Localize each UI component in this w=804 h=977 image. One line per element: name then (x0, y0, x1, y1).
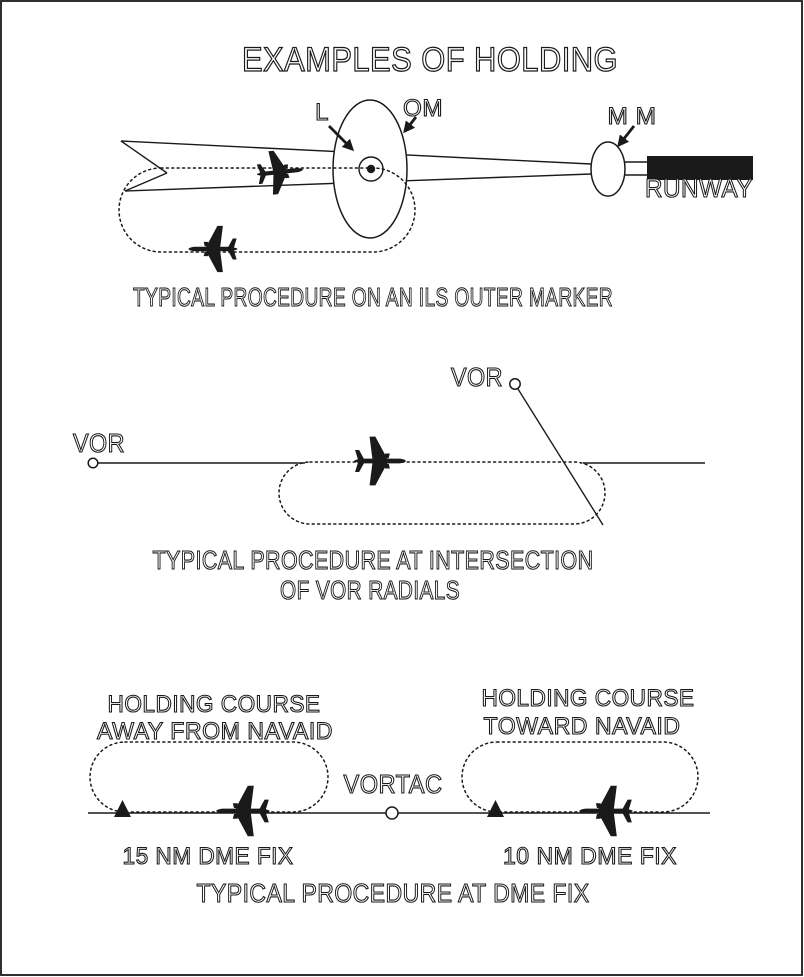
holding-toward-label-line1: HOLDING COURSE (481, 685, 695, 712)
airplane-icon (354, 437, 406, 486)
vortac-label: VORTAC (343, 769, 443, 799)
holding-away-label-line1: HOLDING COURSE (107, 691, 321, 718)
outer-marker-label: OM (403, 95, 443, 122)
middle-marker-label: M M (607, 103, 657, 130)
vortac-symbol (386, 807, 398, 819)
vor-intersection-diagram (73, 362, 705, 605)
dme-fix-left-label: 15 NM DME FIX (122, 843, 294, 870)
middle-marker-ellipse (591, 142, 625, 196)
ils-caption: TYPICAL PROCEDURE ON AN ILS OUTER MARKER (133, 282, 613, 312)
vor-caption-line1: TYPICAL PROCEDURE AT INTERSECTION (152, 545, 594, 575)
vor-caption-line2: OF VOR RADIALS (280, 575, 460, 605)
airplane-icon (188, 226, 238, 272)
airplane-icon (254, 148, 305, 196)
holding-racetrack-toward (462, 742, 698, 812)
dme-fix-triangle-left (114, 800, 131, 817)
dme-fix-diagram (88, 685, 710, 908)
ils-outer-marker-diagram (119, 95, 753, 312)
vor-symbol-left (88, 458, 98, 468)
dme-fix-right-label: 10 NM DME FIX (503, 843, 677, 870)
dme-fix-triangle-right (487, 800, 504, 817)
runway-label: RUNWAY (645, 173, 753, 203)
locator-beacon-dot (367, 165, 375, 173)
holding-away-label-line2: AWAY FROM NAVAID (97, 718, 333, 745)
holding-toward-label-line2: TOWARD NAVAID (483, 713, 681, 740)
locator-label: L (315, 99, 329, 126)
page-title: EXAMPLES OF HOLDING (242, 41, 618, 79)
airplane-icon (579, 786, 633, 836)
airplane-icon (216, 786, 270, 836)
dme-caption: TYPICAL PROCEDURE AT DME FIX (196, 878, 590, 908)
holding-racetrack-away (90, 742, 328, 812)
holding-racetrack-vor (279, 462, 605, 524)
vor-radial-crossing (518, 389, 603, 525)
vor-left-label: VOR (73, 428, 125, 458)
vor-right-label: VOR (451, 362, 503, 392)
vor-symbol-right (510, 379, 520, 389)
